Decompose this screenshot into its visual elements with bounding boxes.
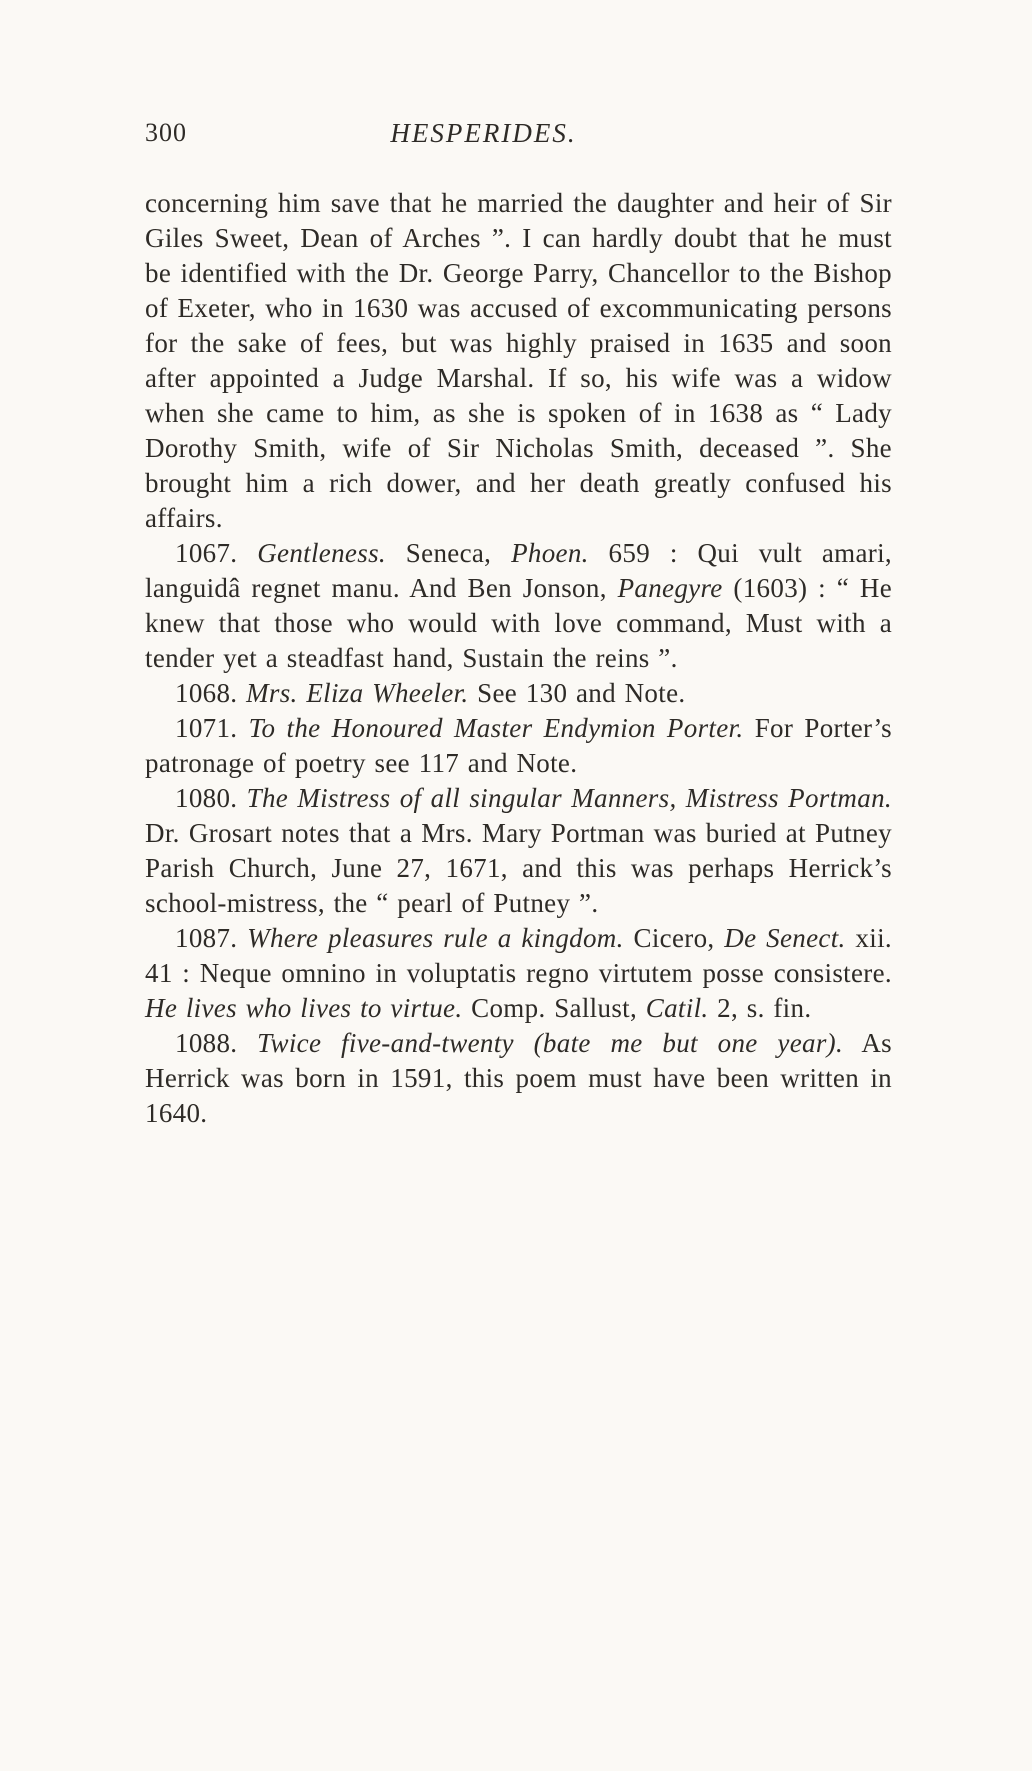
text-run: 1067. <box>175 538 258 568</box>
text-run: For Porter’s patronage of poetry see 117 and Note. <box>145 713 892 778</box>
text-run: concerning him save that he married the daughter and heir of Sir Giles Sweet, Dean of Arches ”. I can hardly doubt that he must be identified with the Dr. George Parry, Chancellor to the Bishop of Exeter, who in 1630 was accused of excommunicating persons for the sake of fees, but was highly praised in 1635 and soon after appointed a Judge Marshal. If so, his wife was a widow when she came to him, as she is spoken of in 1638 as “ Lady Dorothy Smith, wife of Sir Nicholas Smith, deceased ”. She brought him a rich dower, and her death greatly confused his affairs. <box>145 188 892 533</box>
italic-text-run: The Mistress of all singular Manners, Mistress Portman. <box>246 783 892 813</box>
italic-text-run: Twice five-and-twenty (bate me but one year). <box>257 1028 844 1058</box>
italic-text-run: Panegyre <box>617 573 723 603</box>
italic-text-run: He lives who lives to virtue. <box>145 993 463 1023</box>
italic-text-run: De Senect. <box>724 923 846 953</box>
running-title: HESPERIDES. <box>390 118 577 148</box>
text-run: 1080. <box>175 783 247 813</box>
italic-text-run: Mrs. Eliza Wheeler. <box>246 678 469 708</box>
italic-text-run: Gentleness. <box>257 538 386 568</box>
text-run: See 130 and Note. <box>468 678 686 708</box>
text-run: xii. 41 : Neque omnino in voluptatis regno virtutem posse consistere. <box>145 923 892 988</box>
paragraph <box>145 921 892 1026</box>
paragraph <box>145 676 892 711</box>
italic-text-run: Where pleasures rule a kingdom. <box>247 923 624 953</box>
text-run: Seneca, <box>385 538 512 568</box>
text-run: 1068. <box>175 678 247 708</box>
text-run: Dr. Grosart notes that a Mrs. Mary Portman was buried at Putney Parish Church, June 27, 1671, and this was perhaps Herrick’s school-mistress, the “ pearl of Putney ”. <box>145 818 892 918</box>
text-run: 1088. <box>175 1028 258 1058</box>
italic-text-run: Phoen. <box>511 538 589 568</box>
text-run: 2, s. fin. <box>708 993 812 1023</box>
paragraph <box>145 536 892 676</box>
italic-text-run: To the Honoured Master Endymion Porter. <box>248 713 744 743</box>
text-run: Cicero, <box>623 923 725 953</box>
italic-text-run: Catil. <box>645 993 709 1023</box>
paragraph <box>145 781 892 921</box>
text-run: As Herrick was born in 1591, this poem must have been written in 1640. <box>145 1028 892 1128</box>
page-number: 300 <box>145 118 187 147</box>
paragraph <box>145 1026 892 1131</box>
paragraph <box>145 711 892 781</box>
page-body <box>145 186 892 1131</box>
paragraph <box>145 186 892 536</box>
text-run: 1087. <box>175 923 248 953</box>
text-run: 659 : Qui vult amari, languidâ regnet manu. And Ben Jonson, <box>145 538 893 603</box>
text-run: (1603) : “ He knew that those who would with love command, Must with a tender yet a steadfast hand, Sustain the reins ”. <box>145 573 892 673</box>
page-header <box>145 118 892 158</box>
text-run: Comp. Sallust, <box>462 993 646 1023</box>
text-run: 1071. <box>175 713 249 743</box>
